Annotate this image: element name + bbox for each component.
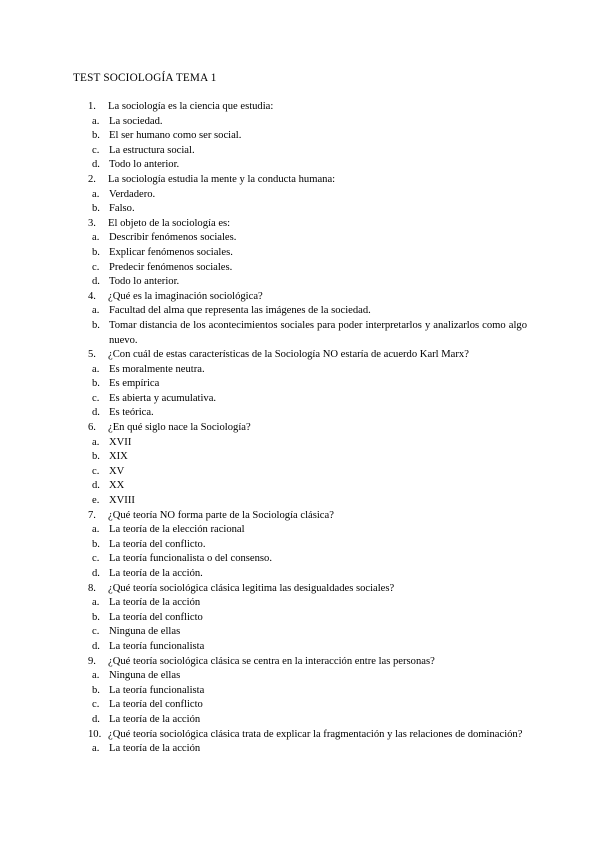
option-item <box>73 552 527 567</box>
option-item <box>73 304 527 319</box>
option-letter: a. <box>92 115 100 127</box>
option-text: Facultad del alma que representa las imágenes de la sociedad. <box>109 305 371 317</box>
option-list <box>73 742 527 757</box>
option-text: El ser humano como ser social. <box>109 130 242 142</box>
option-letter: d. <box>92 159 100 171</box>
option-text: Ninguna de ellas <box>109 670 181 682</box>
option-item <box>73 479 527 494</box>
option-item <box>73 129 527 144</box>
option-item <box>73 363 527 378</box>
option-item <box>73 275 527 290</box>
question-text: La sociología es la ciencia que estudia: <box>108 101 274 112</box>
option-text: Ninguna de ellas <box>109 626 181 638</box>
question-number: 3. <box>88 217 96 229</box>
option-text: La teoría de la acción <box>109 713 201 725</box>
option-text: La teoría de la acción. <box>109 568 203 579</box>
option-text: La teoría de la acción <box>109 597 201 609</box>
option-item <box>73 596 527 611</box>
question-text: ¿En qué siglo nace la Sociología? <box>108 422 251 434</box>
option-text: Es empírica <box>109 378 160 390</box>
option-item <box>73 567 527 582</box>
option-letter: b. <box>92 684 100 696</box>
question-item <box>73 509 527 524</box>
option-text: XVII <box>109 436 132 448</box>
option-item <box>73 684 527 699</box>
option-list <box>73 188 527 217</box>
option-letter: d. <box>92 480 100 492</box>
option-item <box>73 538 527 553</box>
question-item <box>73 217 527 232</box>
option-text: La teoría del conflicto. <box>109 538 206 550</box>
option-item <box>73 494 527 509</box>
option-letter: b. <box>92 246 100 258</box>
option-letter: c. <box>92 553 100 565</box>
option-letter: b. <box>92 538 100 550</box>
option-item <box>73 465 527 480</box>
option-list <box>73 523 527 581</box>
option-letter: b. <box>92 451 100 463</box>
question-number: 1. <box>88 101 96 112</box>
option-letter: b. <box>92 319 100 331</box>
question-number: 5. <box>88 349 96 361</box>
option-letter: b. <box>92 378 100 390</box>
option-text: La teoría funcionalista <box>109 640 205 652</box>
question-number: 4. <box>88 290 96 302</box>
option-text: Todo lo anterior. <box>109 159 180 171</box>
option-letter: c. <box>92 626 100 638</box>
option-item <box>73 392 527 407</box>
option-list <box>73 115 527 173</box>
option-item <box>73 377 527 392</box>
option-letter: c. <box>92 699 100 711</box>
option-letter: a. <box>92 743 100 755</box>
question-text: ¿Qué es la imaginación sociológica? <box>108 290 263 302</box>
option-letter: d. <box>92 713 100 725</box>
question-item <box>73 290 527 305</box>
option-item <box>73 742 527 757</box>
question-item <box>73 582 527 597</box>
option-item <box>73 246 527 261</box>
question-text: La sociología estudia la mente y la conducta humana: <box>108 173 336 185</box>
option-item <box>73 625 527 640</box>
option-text: La teoría funcionalista o del consenso. <box>109 553 272 565</box>
option-letter: b. <box>92 611 100 623</box>
option-letter: a. <box>92 305 100 317</box>
option-list <box>73 596 527 654</box>
option-text: La teoría del conflicto <box>109 699 203 711</box>
question-item <box>73 348 527 363</box>
option-item <box>73 611 527 626</box>
option-text: La sociedad. <box>109 115 163 127</box>
option-item <box>73 115 527 130</box>
option-item <box>73 188 527 203</box>
question-text: ¿Con cuál de estas características de la Sociología NO estaría de acuerdo Karl Marx? <box>108 349 469 361</box>
option-item <box>73 319 527 348</box>
question-number: 10. <box>88 728 102 740</box>
question-item <box>73 421 527 436</box>
question-number: 7. <box>88 509 96 521</box>
option-text: Verdadero. <box>109 188 156 200</box>
question-item <box>73 655 527 670</box>
option-item <box>73 144 527 159</box>
option-letter: a. <box>92 436 100 448</box>
option-text: Falso. <box>109 203 135 215</box>
question-text: ¿Qué teoría NO forma parte de la Sociología clásica? <box>108 509 334 521</box>
option-text: La teoría del conflicto <box>109 611 203 623</box>
option-letter: a. <box>92 597 100 609</box>
option-item <box>73 713 527 728</box>
question-item <box>73 728 527 743</box>
option-item <box>73 436 527 451</box>
option-item <box>73 406 527 421</box>
question-item <box>73 173 527 188</box>
question-text: ¿Qué teoría sociológica clásica trata de explicar la fragmentación y las relaciones de dominación? <box>108 728 523 740</box>
option-text: La estructura social. <box>109 144 195 156</box>
option-item <box>73 158 527 173</box>
option-item <box>73 698 527 713</box>
option-item <box>73 231 527 246</box>
option-letter: c. <box>92 261 100 273</box>
option-letter: a. <box>92 188 100 200</box>
question-text: ¿Qué teoría sociológica clásica legitima las desigualdades sociales? <box>108 582 395 594</box>
option-text: XIX <box>109 451 128 463</box>
option-letter: c. <box>92 144 100 156</box>
document-title: TEST SOCIOLOGÍA TEMA 1 <box>73 72 217 84</box>
option-letter: a. <box>92 232 100 244</box>
option-letter: c. <box>92 392 100 404</box>
question-text: ¿Qué teoría sociológica clásica se centra en la interacción entre las personas? <box>108 655 435 667</box>
option-text: Explicar fenómenos sociales. <box>109 246 233 258</box>
option-letter: a. <box>92 524 100 536</box>
option-text: Describir fenómenos sociales. <box>109 232 237 244</box>
option-letter: c. <box>92 465 100 477</box>
option-letter: b. <box>92 130 100 142</box>
option-item <box>73 261 527 276</box>
option-text: Predecir fenómenos sociales. <box>109 261 233 273</box>
option-text: Es teórica. <box>109 407 154 419</box>
question-number: 6. <box>88 422 96 434</box>
option-text: La teoría de la acción <box>109 743 201 755</box>
question-number: 9. <box>88 655 96 667</box>
option-list <box>73 304 527 348</box>
option-text: La teoría de la elección racional <box>109 524 245 536</box>
question-number: 2. <box>88 173 96 185</box>
option-list <box>73 231 527 289</box>
option-item <box>73 669 527 684</box>
option-text: Es abierta y acumulativa. <box>109 392 217 404</box>
option-letter: a. <box>92 670 100 682</box>
option-letter: a. <box>92 363 100 375</box>
option-letter: b. <box>92 203 100 215</box>
question-number: 8. <box>88 582 96 594</box>
question-text: El objeto de la sociología es: <box>108 217 231 229</box>
option-letter: d. <box>92 276 100 288</box>
option-letter: d. <box>92 568 100 579</box>
option-text: XVIII <box>109 495 135 507</box>
question-list <box>73 100 527 757</box>
option-item <box>73 450 527 465</box>
option-item <box>73 523 527 538</box>
option-text: La teoría funcionalista <box>109 684 205 696</box>
option-list <box>73 669 527 727</box>
option-text: Tomar distancia de los acontecimientos sociales para poder interpretarlos y analizarlos como algo nuevo. <box>109 319 527 346</box>
option-item <box>73 202 527 217</box>
option-text: Es moralmente neutra. <box>109 363 205 375</box>
option-letter: e. <box>92 495 100 507</box>
option-letter: d. <box>92 640 100 652</box>
option-text: XV <box>109 465 125 477</box>
option-item <box>73 640 527 655</box>
option-list <box>73 436 527 509</box>
option-text: Todo lo anterior. <box>109 276 180 288</box>
option-list <box>73 363 527 421</box>
question-item <box>73 100 527 115</box>
option-text: XX <box>109 480 125 492</box>
option-letter: d. <box>92 407 100 419</box>
